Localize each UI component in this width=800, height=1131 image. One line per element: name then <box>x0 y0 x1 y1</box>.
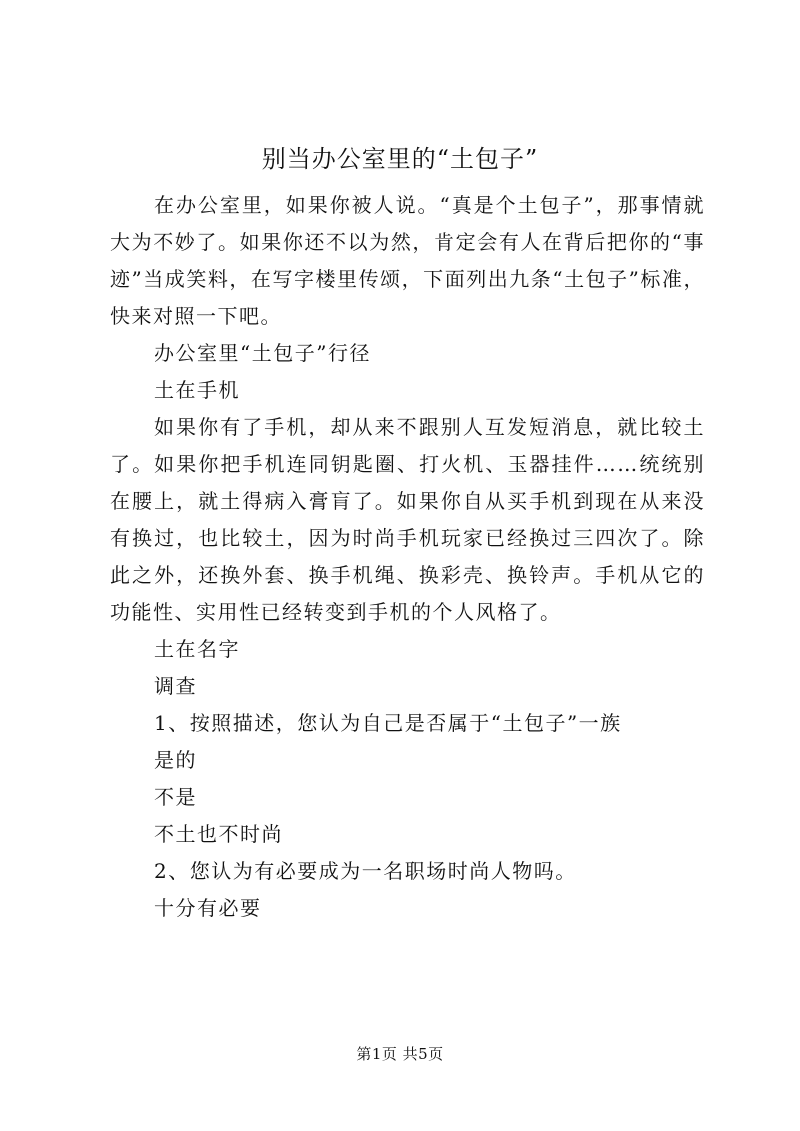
survey-option: 是的 <box>154 748 197 772</box>
survey-option: 不土也不时尚 <box>154 822 283 846</box>
document-title: 别当办公室里的“土包子” <box>261 145 539 173</box>
intro-paragraph: 在办公室里，如果你被人说。“真是个土包子”，那事情就大为不妙了。如果你还不以为然，肯定会有人在背后把你的“事迹”当成笑料，在写字楼里传颂，下面列出九条“土包子”标准，快来对照一下吧。 <box>110 193 705 328</box>
phone-paragraph: 如果你有了手机，却从来不跟别人互发短消息，就比较土了。如果你把手机连同钥匙圈、打火机、玉器挂件……统统别在腰上，就土得病入膏肓了。如果你自从买手机到现在从来没有换过，也比较土，因为时尚手机玩家已经换过三四次了。除此之外，还换外套、换手机绳、换彩壳、换铃声。手机从它的功能性、实用性已经转变到手机的个人风格了。 <box>110 415 705 624</box>
survey-question-2: 2、您认为有必要成为一名职场时尚人物吗。 <box>154 859 577 883</box>
survey-option: 不是 <box>154 785 197 809</box>
survey-heading: 调查 <box>154 674 197 698</box>
document-body <box>110 187 705 927</box>
section-heading-behaviors: 办公室里“土包子”行径 <box>154 341 371 365</box>
survey-question-1: 1、按照描述，您认为自己是否属于“土包子”一族 <box>154 711 622 735</box>
subheading-phone: 土在手机 <box>154 378 240 402</box>
subheading-name: 土在名字 <box>154 637 240 661</box>
page-number-footer: 第1页 共5页 <box>356 1045 444 1063</box>
survey-option: 十分有必要 <box>154 896 262 920</box>
